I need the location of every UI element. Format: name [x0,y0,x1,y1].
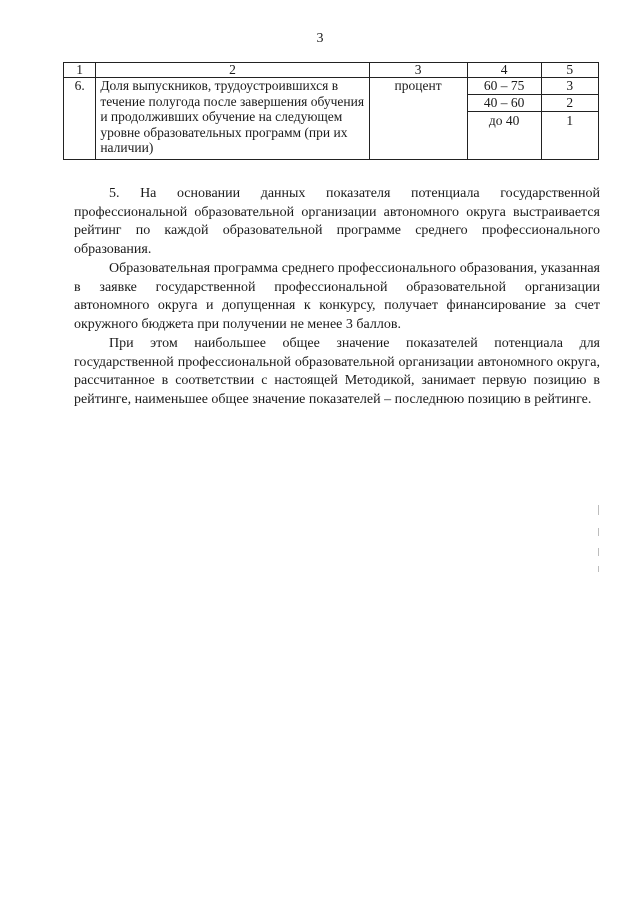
header-cell-1: 1 [64,63,96,78]
header-cell-4: 4 [467,63,541,78]
range-cell: до 40 [467,112,541,160]
score-cell: 2 [541,95,598,112]
table-header-row [64,63,599,78]
header-cell-3: 3 [369,63,467,78]
header-cell-5: 5 [541,63,598,78]
score-cell: 1 [541,112,598,160]
score-cell: 3 [541,78,598,95]
header-cell-2: 2 [96,63,369,78]
criteria-table [63,62,599,160]
scan-edge-mark [598,548,599,556]
row-number: 6. [64,78,96,160]
range-cell: 60 – 75 [467,78,541,95]
scan-edge-mark [598,505,599,515]
table-row [64,78,599,95]
scan-edge-mark [598,566,599,572]
paragraph-positions: При этом наибольшее общее значение показателей потенциала для государственной профессиональной образовательной организации автономного округа, рассчитанное в соответствии с настоящей Методикой, занимает первую позицию в рейтинге, наименьшее общее значение показателей – последнюю позицию в рейтинге. [74,336,600,408]
paragraph-financing: Образовательная программа среднего профессионального образования, указанная в заявке государственной профессиональной образовательной организации автономного округа и допущенная к конкурсу, получает финансирование за счет окружного бюджета при получении не менее 3 баллов. [74,261,600,333]
unit-cell: процент [369,78,467,160]
paragraph-rating: 5. На основании данных показателя потенциала государственной профессиональной образовательной организации автономного округа выстраивается рейтинг по каждой образовательной программе среднего профессионального образования. [74,186,600,258]
indicator-description: Доля выпускников, трудоустроившихся в течение полугода после завершения обучения и продолживших обучение на следующем уровне образовательных программ (при их наличии) [96,78,369,160]
scan-edge-mark [598,528,599,536]
range-cell: 40 – 60 [467,95,541,112]
page-number: 3 [316,31,324,46]
